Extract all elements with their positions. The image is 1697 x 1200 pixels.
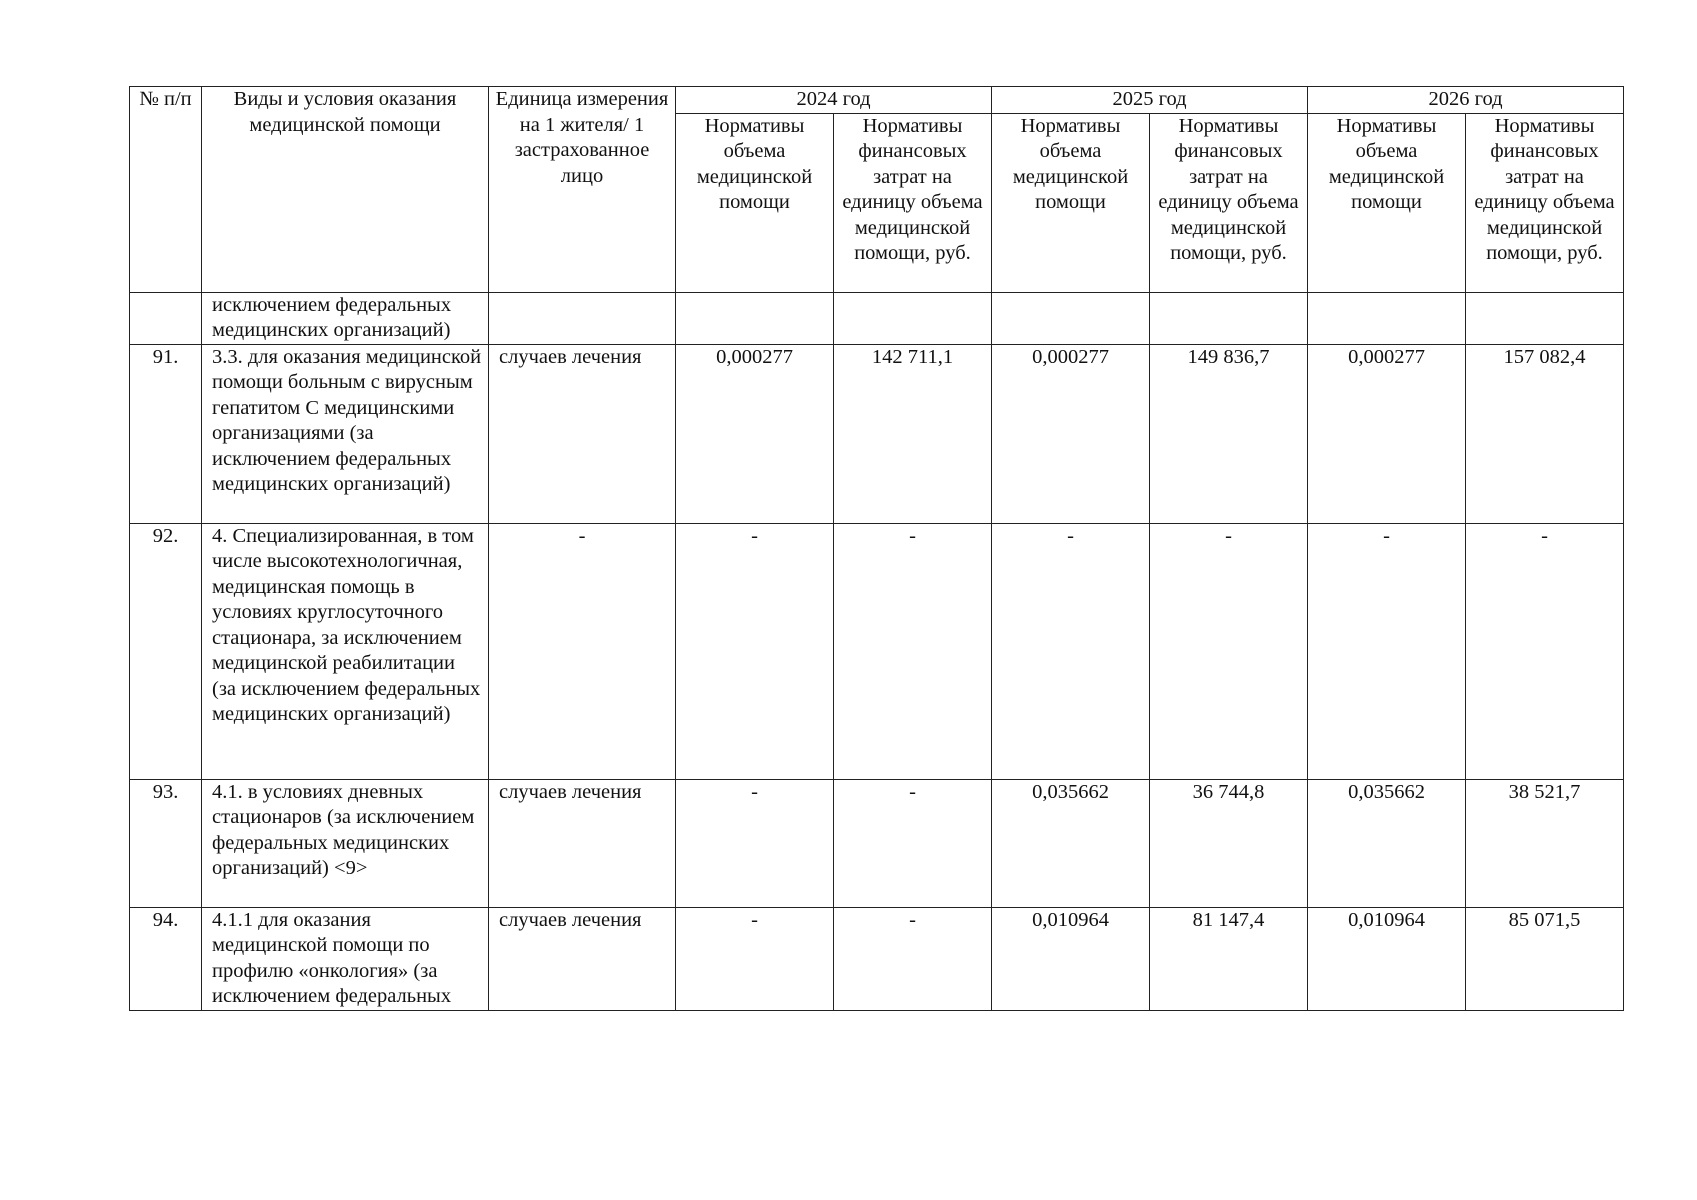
row-volume-2026: - bbox=[1308, 523, 1466, 779]
row-cost-2024: - bbox=[834, 907, 992, 1010]
row-volume-2026: 0,010964 bbox=[1308, 907, 1466, 1010]
row-cost-2025: 81 147,4 bbox=[1150, 907, 1308, 1010]
row-volume-2025: - bbox=[992, 523, 1150, 779]
row-volume-2024: - bbox=[676, 779, 834, 907]
header-unit: Единица измерения на 1 жителя/ 1 застрахованное лицо bbox=[489, 87, 676, 293]
row-cost-2024: - bbox=[834, 779, 992, 907]
row-cost-2026: 157 082,4 bbox=[1466, 344, 1624, 523]
row-name: 4. Специализированная, в том числе высокотехнологичная, медицинская помощь в условиях круглосуточного стационара, за исключением медицинской реабилитации (за исключением федеральных медицинских организаций) bbox=[202, 523, 489, 779]
row-cost-2025: - bbox=[1150, 523, 1308, 779]
row-cost-2026: - bbox=[1466, 523, 1624, 779]
row-volume-2024: 0,000277 bbox=[676, 344, 834, 523]
row-volume-2024: - bbox=[676, 523, 834, 779]
row-volume-2024 bbox=[676, 292, 834, 344]
row-volume-2025: 0,035662 bbox=[992, 779, 1150, 907]
header-volume-2026: Нормативы объема медицинской помощи bbox=[1308, 113, 1466, 292]
header-kind: Виды и условия оказания медицинской помощи bbox=[202, 87, 489, 293]
row-unit bbox=[489, 292, 676, 344]
table-row bbox=[130, 779, 1624, 907]
row-name: 4.1.1 для оказания медицинской помощи по профилю «онкология» (за исключением федеральных bbox=[202, 907, 489, 1010]
row-num: 94. bbox=[130, 907, 202, 1010]
header-row-years bbox=[130, 87, 1624, 114]
row-cost-2024 bbox=[834, 292, 992, 344]
row-cost-2024: - bbox=[834, 523, 992, 779]
row-cost-2025: 36 744,8 bbox=[1150, 779, 1308, 907]
header-num: № п/п bbox=[130, 87, 202, 293]
row-unit: случаев лечения bbox=[489, 779, 676, 907]
row-num: 91. bbox=[130, 344, 202, 523]
header-year-2025: 2025 год bbox=[992, 87, 1308, 114]
header-cost-2024: Нормативы финансовых затрат на единицу объема медицинской помощи, руб. bbox=[834, 113, 992, 292]
row-name: 4.1. в условиях дневных стационаров (за исключением федеральных медицинских организаций) <9> bbox=[202, 779, 489, 907]
row-unit: - bbox=[489, 523, 676, 779]
row-num: 93. bbox=[130, 779, 202, 907]
row-unit: случаев лечения bbox=[489, 344, 676, 523]
table-row bbox=[130, 523, 1624, 779]
table-row bbox=[130, 344, 1624, 523]
header-volume-2025: Нормативы объема медицинской помощи bbox=[992, 113, 1150, 292]
row-unit: случаев лечения bbox=[489, 907, 676, 1010]
row-cost-2025 bbox=[1150, 292, 1308, 344]
row-num: 92. bbox=[130, 523, 202, 779]
row-cost-2026 bbox=[1466, 292, 1624, 344]
row-volume-2026 bbox=[1308, 292, 1466, 344]
row-volume-2026: 0,035662 bbox=[1308, 779, 1466, 907]
row-cost-2026: 85 071,5 bbox=[1466, 907, 1624, 1010]
header-cost-2025: Нормативы финансовых затрат на единицу объема медицинской помощи, руб. bbox=[1150, 113, 1308, 292]
row-name: 3.3. для оказания медицинской помощи больным с вирусным гепатитом С медицинскими организациями (за исключением федеральных медицинских организаций) bbox=[202, 344, 489, 523]
row-volume-2024: - bbox=[676, 907, 834, 1010]
row-volume-2026: 0,000277 bbox=[1308, 344, 1466, 523]
row-volume-2025: 0,010964 bbox=[992, 907, 1150, 1010]
row-cost-2025: 149 836,7 bbox=[1150, 344, 1308, 523]
table-row bbox=[130, 907, 1624, 1010]
header-cost-2026: Нормативы финансовых затрат на единицу объема медицинской помощи, руб. bbox=[1466, 113, 1624, 292]
standards-table bbox=[129, 86, 1624, 1011]
header-year-2026: 2026 год bbox=[1308, 87, 1624, 114]
row-num bbox=[130, 292, 202, 344]
row-cost-2026: 38 521,7 bbox=[1466, 779, 1624, 907]
header-year-2024: 2024 год bbox=[676, 87, 992, 114]
row-name: исключением федеральных медицинских организаций) bbox=[202, 292, 489, 344]
row-volume-2025: 0,000277 bbox=[992, 344, 1150, 523]
row-volume-2025 bbox=[992, 292, 1150, 344]
table-row bbox=[130, 292, 1624, 344]
header-volume-2024: Нормативы объема медицинской помощи bbox=[676, 113, 834, 292]
row-cost-2024: 142 711,1 bbox=[834, 344, 992, 523]
